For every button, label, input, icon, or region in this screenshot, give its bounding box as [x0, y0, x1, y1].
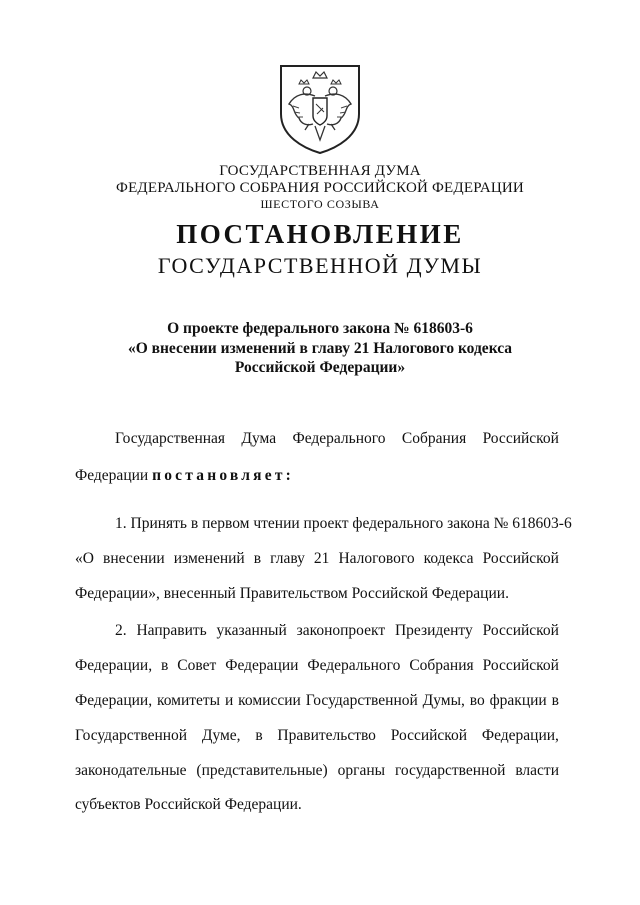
- item1-line2: [75, 550, 559, 568]
- item2-line5: [75, 762, 559, 780]
- item1-word: кодекса: [423, 550, 474, 567]
- item1-line1: 1. Принять в первом чтении проект федерального закона № 618603-6: [115, 515, 572, 532]
- preamble-word: Собрания: [401, 430, 467, 447]
- item1-word: в: [253, 550, 262, 567]
- item2-word: Российской: [482, 622, 559, 639]
- document-type-subtitle: ГОСУДАРСТВЕННОЙ ДУМЫ: [157, 253, 483, 278]
- item1-word: 21: [313, 550, 330, 567]
- document-type-title: ПОСТАНОВЛЕНИЕ: [176, 219, 464, 249]
- item1-word: Российской: [482, 550, 559, 567]
- item1-word: внесении: [103, 550, 165, 567]
- item2-word: Федерации,: [481, 727, 559, 744]
- item2-word: Федерации,: [75, 692, 153, 709]
- item1-word: изменений: [173, 550, 245, 567]
- preamble-word: Дума: [241, 430, 277, 447]
- item2-line3: [75, 692, 559, 710]
- item2-word: Государственной: [75, 727, 188, 744]
- item2-line6: субъектов Российской Федерации.: [75, 796, 302, 813]
- item2-word: и: [224, 692, 234, 709]
- org-name-line1: ГОСУДАРСТВЕННАЯ ДУМА: [219, 163, 421, 179]
- item2-word: государственной: [394, 762, 506, 779]
- item2-line2: [75, 657, 559, 675]
- preamble-line2: [75, 467, 559, 485]
- preamble-word: Федерального: [292, 430, 386, 447]
- item2-word: во: [469, 692, 485, 709]
- item2-word: Совет: [177, 657, 217, 674]
- item2-word: комитеты: [156, 692, 221, 709]
- item2-word: 2.: [115, 622, 127, 639]
- item2-word: в: [255, 727, 263, 744]
- item2-word: Собрания: [409, 657, 474, 674]
- item2-word: Федерального: [307, 657, 401, 674]
- item2-line4: [75, 727, 559, 745]
- item2-word: Государственной: [305, 692, 418, 709]
- item1-word: «О: [75, 550, 94, 567]
- item2-word: указанный: [216, 622, 287, 639]
- convocation-label: ШЕСТОГО СОЗЫВА: [260, 197, 380, 211]
- subject-line2: «О внесении изменений в главу 21 Налогового кодекса: [127, 340, 513, 357]
- item2-word: Направить: [136, 622, 207, 639]
- item1-word: Налогового: [338, 550, 415, 567]
- item1-word: главу: [270, 550, 305, 567]
- item2-word: в: [551, 692, 559, 709]
- item1-line3: Федерации», внесенный Правительством Российской Федерации.: [75, 585, 509, 602]
- item2-word: Думы,: [422, 692, 465, 709]
- item2-word: Правительство: [277, 727, 376, 744]
- item2-word: Президенту: [394, 622, 473, 639]
- item2-word: в: [161, 657, 169, 674]
- decree-word: постановляет:: [152, 467, 294, 484]
- item2-word: (представительные): [196, 762, 328, 779]
- item2-word: власти: [515, 762, 559, 779]
- preamble-prefix: Федерации: [75, 467, 149, 484]
- subject-line3: Российской Федерации»: [234, 359, 406, 376]
- subject-line1: О проекте федерального закона № 618603-6: [167, 320, 473, 337]
- item2-word: фракции: [489, 692, 547, 709]
- preamble-word: Государственная: [115, 430, 226, 447]
- item2-word: Думе,: [201, 727, 241, 744]
- preamble-line1: [75, 430, 559, 448]
- item2-word: законодательные: [75, 762, 187, 779]
- org-name-line2: ФЕДЕРАЛЬНОГО СОБРАНИЯ РОССИЙСКОЙ ФЕДЕРАЦИИ: [116, 180, 524, 196]
- item2-word: Российской: [482, 657, 559, 674]
- item2-word: комиссии: [238, 692, 301, 709]
- preamble-word: Российской: [482, 430, 559, 447]
- item2-word: законопроект: [296, 622, 386, 639]
- coat-of-arms-icon: [277, 62, 363, 156]
- item2-word: органы: [337, 762, 386, 779]
- item2-word: Федерации: [225, 657, 299, 674]
- item2-word: Федерации,: [75, 657, 153, 674]
- item2-word: Российской: [390, 727, 468, 744]
- item2-line1: [75, 622, 559, 640]
